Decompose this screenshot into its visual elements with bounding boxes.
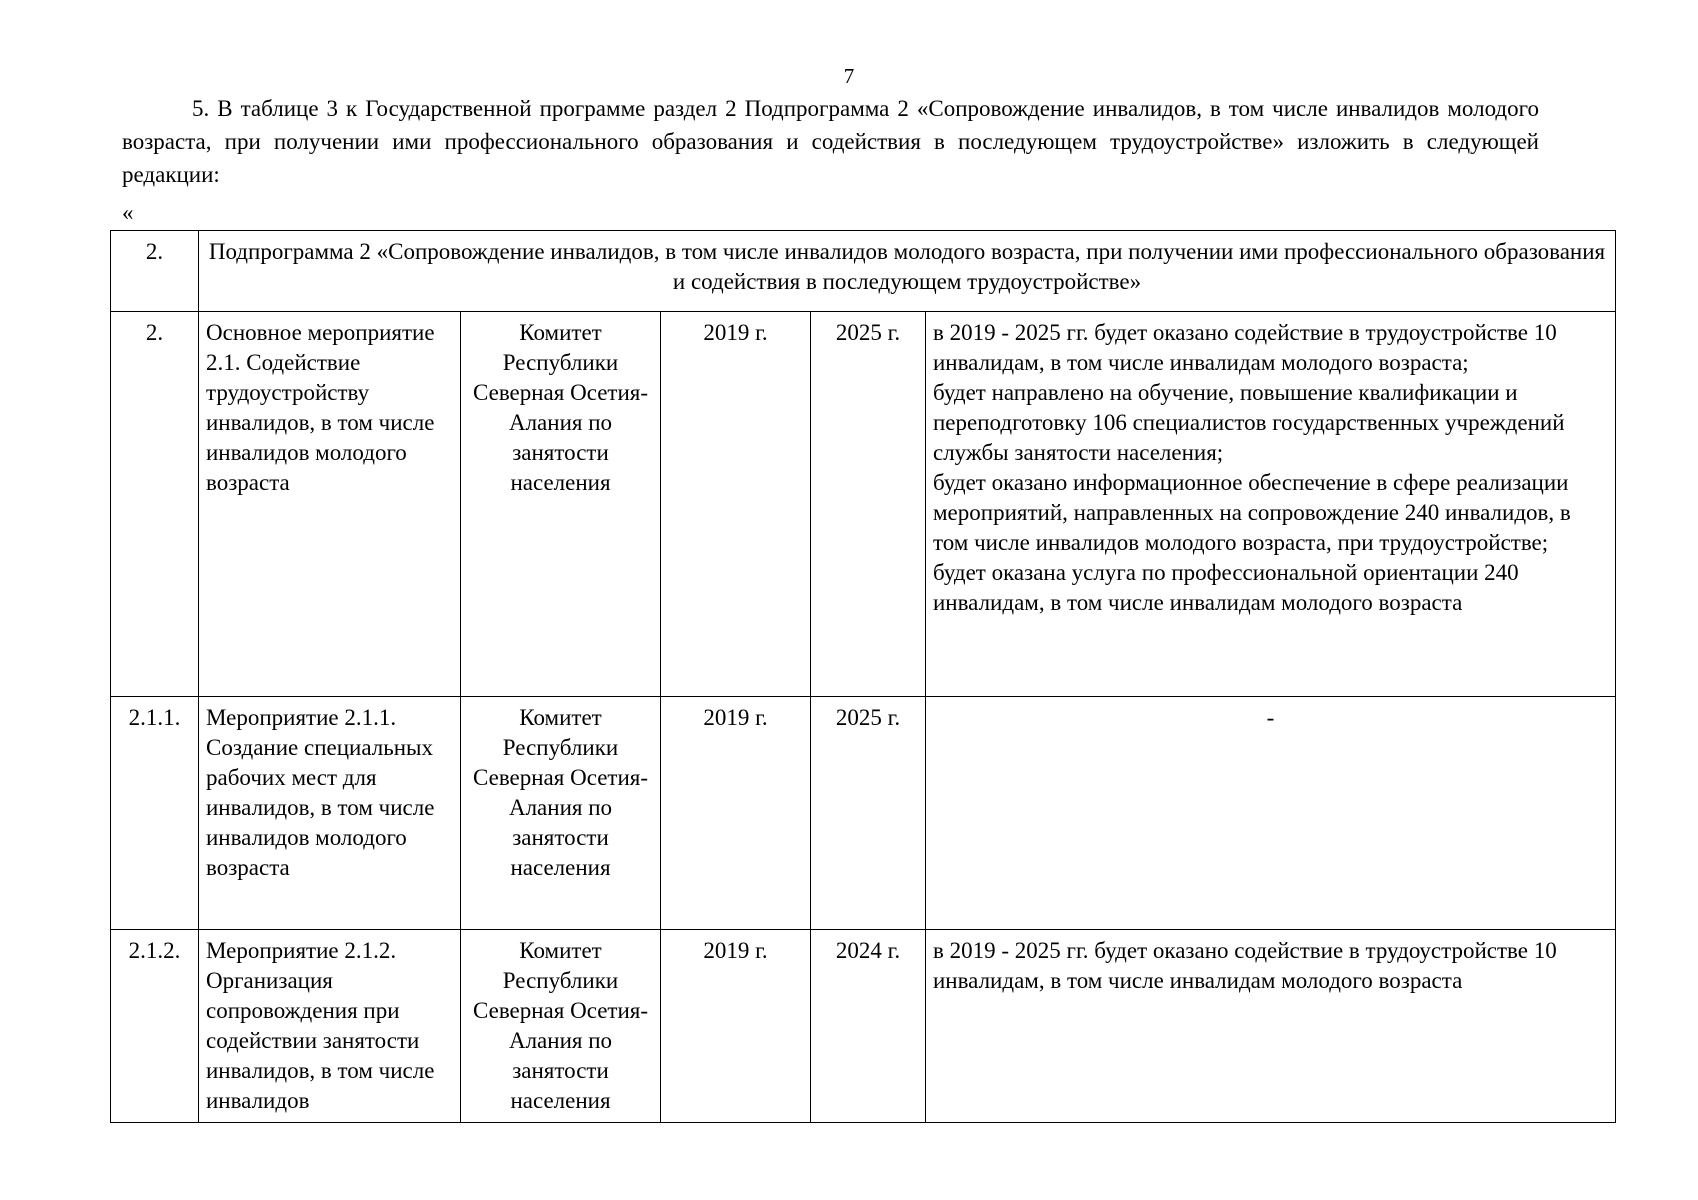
row-name: Мероприятие 2.1.1. Создание специальных рабочих мест для инвалидов, в том числе инвалидов молодого возраста: [199, 697, 461, 930]
table-row: [111, 312, 1616, 697]
row-executor: Комитет Республики Северная Осетия-Алания по занятости населения: [461, 312, 661, 697]
table-header-row: [111, 231, 1616, 312]
row-results: [926, 312, 1616, 697]
row-result: в 2019 - 2025 гг. будет оказано содействие в трудоустройстве 10 инвалидам, в том числе инвалидам молодого возраста: [926, 930, 1616, 1123]
row-start-year: 2019 г.: [661, 930, 811, 1123]
table-row: [111, 697, 1616, 930]
header-number: 2.: [111, 231, 199, 312]
header-title: Подпрограмма 2 «Сопровождение инвалидов, в том числе инвалидов молодого возраста, при получении ими профессионального образования и содействия в последующем трудоустройстве»: [199, 231, 1616, 312]
opening-quote: «: [122, 200, 134, 225]
row-number: 2.: [111, 312, 199, 697]
row-result: -: [926, 697, 1616, 930]
page-number: 7: [843, 64, 855, 88]
row-end-year: 2024 г.: [811, 930, 926, 1123]
result-line: будет оказано информационное обеспечение в сфере реализации мероприятий, направленных на сопровождение 240 инвалидов, в том числе инвалидов молодого возраста, при трудоустройстве;: [933, 470, 1571, 555]
row-number: 2.1.2.: [111, 930, 199, 1123]
intro-paragraph: [122, 92, 1539, 191]
intro-text: 5. В таблице 3 к Государственной программе раздел 2 Подпрограмма 2 «Сопровождение инвалидов, в том числе инвалидов молодого возраста, при получении ими профессионального образования и содействия в последующем трудоустройстве» изложить в следующей редакции:: [122, 96, 1539, 187]
row-start-year: 2019 г.: [661, 312, 811, 697]
row-end-year: 2025 г.: [811, 312, 926, 697]
row-end-year: 2025 г.: [811, 697, 926, 930]
row-name: Мероприятие 2.1.2. Организация сопровождения при содействии занятости инвалидов, в том числе инвалидов: [199, 930, 461, 1123]
table-row: [111, 930, 1616, 1123]
result-line: будет направлено на обучение, повышение квалификации и переподготовку 106 специалистов государственных учреждений службы занятости населения;: [933, 380, 1565, 465]
row-name: Основное мероприятие 2.1. Содействие трудоустройству инвалидов, в том числе инвалидов молодого возраста: [199, 312, 461, 697]
program-table: [110, 230, 1616, 1123]
row-number: 2.1.1.: [111, 697, 199, 930]
row-start-year: 2019 г.: [661, 697, 811, 930]
row-executor: Комитет Республики Северная Осетия-Алания по занятости населения: [461, 930, 661, 1123]
result-line: в 2019 - 2025 гг. будет оказано содействие в трудоустройстве 10 инвалидам, в том числе инвалидам молодого возраста;: [933, 320, 1557, 375]
result-line: будет оказана услуга по профессиональной ориентации 240 инвалидам, в том числе инвалидам молодого возраста: [933, 560, 1519, 615]
row-executor: Комитет Республики Северная Осетия-Алания по занятости населения: [461, 697, 661, 930]
